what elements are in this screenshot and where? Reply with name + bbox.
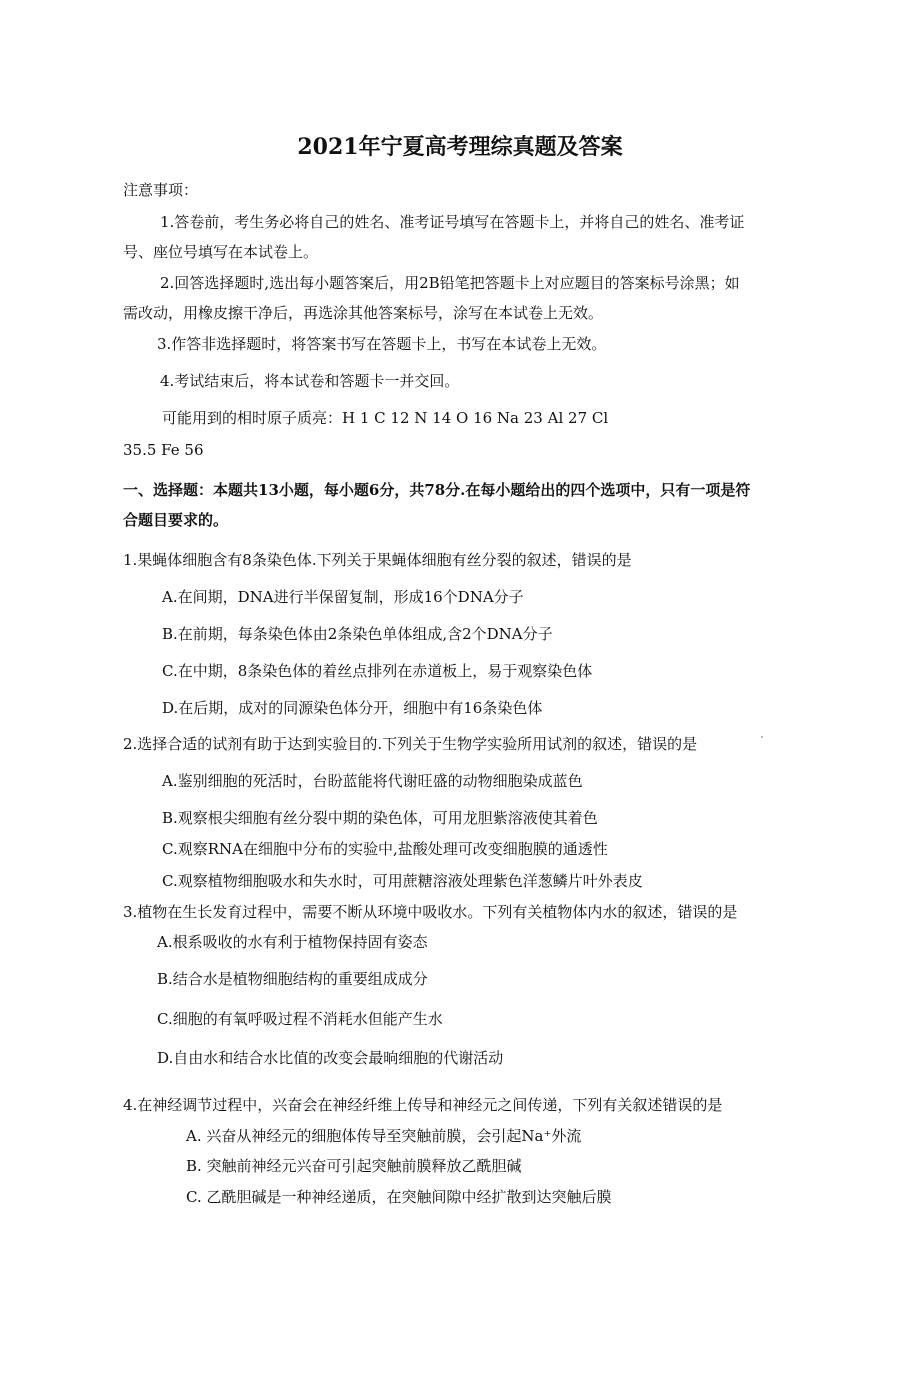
- question-1-option-a: A.在间期，DNA进行半保留复制，形成16个DNA分子: [162, 588, 524, 606]
- question-2-stem: 2.选择合适的试剂有助于达到实验目的.下列关于生物学实验所用试剂的叙述，错误的是: [123, 735, 698, 753]
- question-3-option-a: A.根系吸收的水有利于植物保持固有姿态: [157, 933, 428, 951]
- atomic-mass-line-2: 35.5 Fe 56: [123, 441, 204, 459]
- question-2-option-b: B.观察根尖细胞有丝分裂中期的染色体，可用龙胆紫溶液使其着色: [162, 809, 598, 827]
- notice-item-1-line-2: 号、座位号填写在本试卷上。: [123, 243, 319, 261]
- notice-heading: 注意事项：: [123, 181, 199, 199]
- notice-item-4: 4.考试结束后，将本试卷和答题卡一并交回。: [160, 372, 460, 390]
- question-4-option-b: B. 突触前神经元兴奋可引起突触前膜释放乙酰胆碱: [186, 1157, 522, 1175]
- notice-item-2-line-2: 需改动，用橡皮擦干净后，再选涂其他答案标号，涂写在本试卷上无效。: [123, 304, 604, 322]
- notice-item-3: 3.作答非选择题时，将答案书写在答题卡上，书写在本试卷上无效。: [157, 335, 607, 353]
- question-2-option-a: A.鉴别细胞的死活时，台盼蓝能将代谢旺盛的动物细胞染成蓝色: [162, 772, 583, 790]
- question-2-option-d: C.观察植物细胞吸水和失水时，可用蔗糖溶液处理紫色洋葱鳞片叶外表皮: [162, 872, 643, 890]
- question-1-option-d: D.在后期，成对的同源染色体分开，细胞中有16条染色体: [162, 699, 543, 717]
- question-1-option-b: B.在前期，每条染色体由2条染色单体组成,含2个DNA分子: [162, 625, 553, 643]
- notice-item-2-line-1: 2.回答选择题时,选出每小题答案后，用2B铅笔把答题卡上对应题目的答案标号涂黑；如: [160, 274, 740, 292]
- section-heading-line-2: 合题目要求的。: [123, 511, 229, 529]
- question-1-option-c: C.在中期，8条染色体的着丝点排列在赤道板上，易于观察染色体: [162, 662, 593, 680]
- stray-mark: [761, 736, 763, 738]
- document-title: 2021年宁夏高考理综真题及答案: [297, 134, 623, 160]
- question-3-stem: 3.植物在生长发育过程中，需要不断从环境中吸收水。下列有关植物体内水的叙述，错误的是: [123, 903, 738, 921]
- question-3-option-b: B.结合水是植物细胞结构的重要组成成分: [157, 970, 428, 988]
- notice-item-1-line-1: 1.答卷前，考生务必将自己的姓名、准考证号填写在答题卡上，并将自己的姓名、准考证: [160, 213, 745, 231]
- question-4-option-a: A. 兴奋从神经元的细胞体传导至突触前膜，会引起Na⁺外流: [186, 1127, 582, 1145]
- question-3-option-d: D.自由水和结合水比值的改变会最晌细胞的代谢活动: [157, 1049, 504, 1067]
- question-1-stem: 1.果蝇体细胞含有8条染色体.下列关于果蝇体细胞有丝分裂的叙述，错误的是: [123, 551, 632, 569]
- question-4-option-c: C. 乙酰胆碱是一种神经递质，在突触间隙中经扩散到达突触后膜: [186, 1188, 612, 1206]
- section-heading-line-1: 一、选择题：本题共13小题，每小题6分，共78分.在每小题给出的四个选项中，只有一项是符: [123, 481, 751, 499]
- question-2-option-c: C.观察RNA在细胞中分布的实验中,盐酸处理可改变细胞膜的通透性: [162, 840, 608, 858]
- question-3-option-c: C.细胞的有氧呼吸过程不消耗水但能产生水: [157, 1010, 443, 1028]
- question-4-stem: 4.在神经调节过程中，兴奋会在神经纤维上传导和神经元之间传递，下列有关叙述错误的是: [123, 1096, 723, 1114]
- atomic-mass-line-1: 可能用到的相时原子质亮：H 1 C 12 N 14 O 16 Na 23 Al 27 Cl: [162, 409, 609, 427]
